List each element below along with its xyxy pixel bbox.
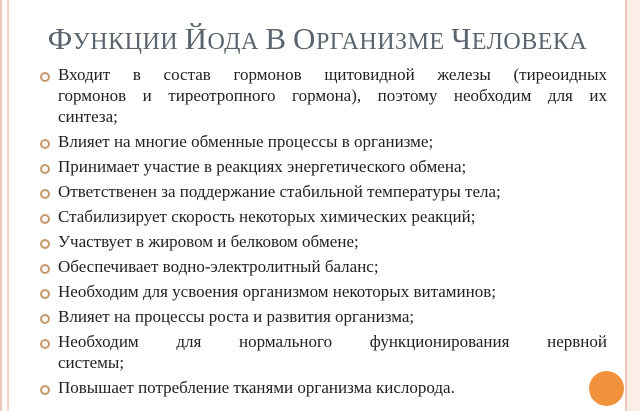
item-lines: [58, 331, 607, 373]
list-item: [40, 156, 607, 177]
item-lines: [58, 156, 607, 177]
list-item: [40, 331, 607, 373]
bullet-list: [40, 64, 607, 402]
item-lines: [58, 256, 607, 277]
bullet-circle-icon: [40, 385, 50, 395]
bullet-circle-icon: [40, 339, 50, 349]
item-line: Влияет на процессы роста и развития организма;: [58, 307, 415, 326]
list-item: [40, 281, 607, 302]
item-line: Участвует в жировом и белковом обмене;: [58, 232, 359, 251]
item-line: системы;: [58, 353, 125, 372]
item-lines: [58, 206, 607, 227]
item-line: синтеза;: [58, 107, 118, 126]
right-border-band: [625, 0, 640, 411]
page-title: ФУНКЦИИ ЙОДА В ОРГАНИЗМЕ ЧЕЛОВЕКА: [47, 21, 588, 56]
bullet-circle-icon: [40, 189, 50, 199]
page-number-circle: [589, 371, 624, 406]
list-item: [40, 377, 607, 398]
item-lines: [58, 281, 607, 302]
item-line: Обеспечивает водно-электролитный баланс;: [58, 257, 379, 276]
item-line: Ответственен за поддержание стабильной температуры тела;: [58, 182, 501, 201]
bullet-circle-icon: [40, 239, 50, 249]
left-border-inner-stripe: [7, 0, 9, 411]
bullet-circle-icon: [40, 314, 50, 324]
item-line: Необходим для усвоения организмом некоторых витаминов;: [58, 282, 496, 301]
bullet-circle-icon: [40, 72, 50, 82]
item-line: Повышает потребление тканями организма кислорода.: [58, 378, 455, 397]
list-item: [40, 256, 607, 277]
item-line: Влияет на многие обменные процессы в организме;: [58, 132, 434, 151]
bullet-circle-icon: [40, 264, 50, 274]
item-lines: [58, 181, 607, 202]
left-border-outer-stripe: [0, 0, 2, 411]
item-line: Стабилизирует скорость некоторых химических реакций;: [58, 207, 476, 226]
bullet-circle-icon: [40, 164, 50, 174]
bullet-circle-icon: [40, 214, 50, 224]
list-item: [40, 181, 607, 202]
list-item: [40, 231, 607, 252]
item-lines: [58, 306, 607, 327]
item-line: гормонов и тиреотропного гормона), поэтому необходим для их: [58, 86, 607, 105]
item-line: Необходим для нормального функционирования нервной: [58, 332, 607, 351]
list-item: [40, 131, 607, 152]
item-lines: [58, 231, 607, 252]
list-item: [40, 306, 607, 327]
item-lines: [58, 377, 607, 398]
item-lines: [58, 131, 607, 152]
item-line: Входит в состав гормонов щитовидной железы (тиреоидных: [58, 65, 607, 84]
item-line: Принимает участие в реакциях энергетического обмена;: [58, 157, 467, 176]
list-item: [40, 206, 607, 227]
item-lines: [58, 64, 607, 127]
bullet-circle-icon: [40, 289, 50, 299]
list-item: [40, 64, 607, 127]
bullet-circle-icon: [40, 139, 50, 149]
